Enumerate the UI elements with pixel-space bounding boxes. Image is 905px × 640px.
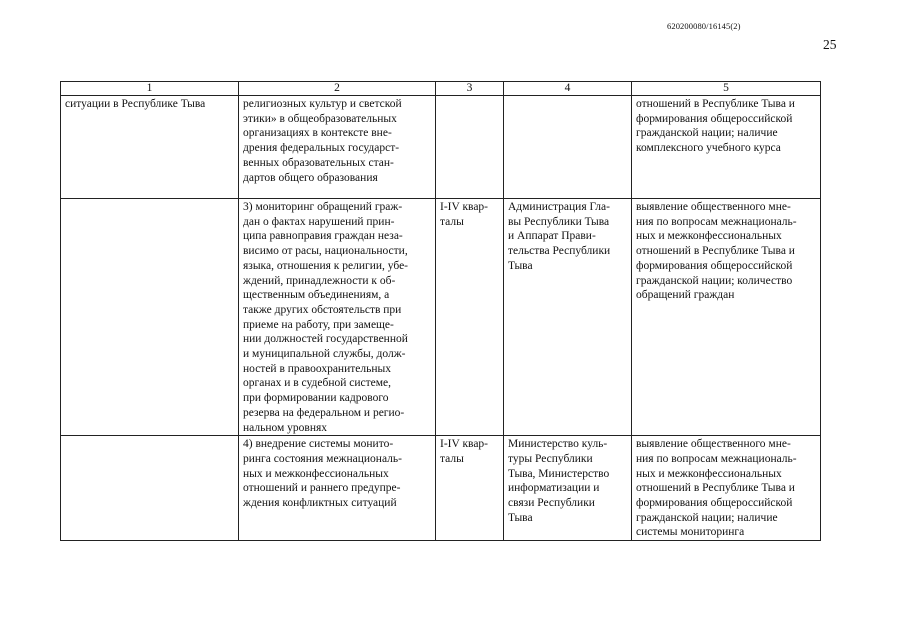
plan-table: [60, 81, 821, 541]
table-cell: [504, 96, 632, 199]
table-cell: отношений в Республике Тыва и формирования общероссийской гражданской нации; наличие комплексного учебного курса: [632, 96, 821, 199]
page-number: 25: [823, 37, 837, 52]
table-cell: выявление общественного мне- ния по вопросам межнациональ- ных и межконфессиональных отношений в Республике Тыва и формирования общероссийской гражданской нации; количество обращений граждан: [632, 199, 821, 436]
table-cell: религиозных культур и светской этики» в общеобразовательных организациях в контексте вне- дрения федеральных государст- венных образовательных стан- дартов общего образования: [239, 96, 436, 199]
table-cell: Министерство куль- туры Республики Тыва, Министерство информатизации и связи Республики Тыва: [504, 436, 632, 541]
table-cell: Администрация Гла- вы Республики Тыва и Аппарат Прави- тельства Республики Тыва: [504, 199, 632, 436]
table-row: [61, 199, 821, 436]
column-header-4: 4: [504, 82, 632, 96]
document-code: 620200080/16145(2): [667, 21, 741, 31]
table-header-row: [61, 82, 821, 96]
table-row: [61, 436, 821, 541]
table-cell: [61, 436, 239, 541]
table-cell: выявление общественного мне- ния по вопросам межнациональ- ных и межконфессиональных отношений в Республике Тыва и формирования общероссийской гражданской нации; наличие системы мониторинга: [632, 436, 821, 541]
table-cell: [61, 199, 239, 436]
table-cell: [436, 96, 504, 199]
column-header-1: 1: [61, 82, 239, 96]
column-header-5: 5: [632, 82, 821, 96]
column-header-3: 3: [436, 82, 504, 96]
table-row: [61, 96, 821, 199]
table-cell: 4) внедрение системы монито- ринга состояния межнациональ- ных и межконфессиональных отношений и раннего предупре- ждения конфликтных ситуаций: [239, 436, 436, 541]
table-cell: I-IV квар- талы: [436, 436, 504, 541]
table-cell: I-IV квар- талы: [436, 199, 504, 436]
column-header-2: 2: [239, 82, 436, 96]
table-cell: ситуации в Республике Тыва: [61, 96, 239, 199]
table-cell: 3) мониторинг обращений граж- дан о фактах нарушений прин- ципа равноправия граждан неза- висимо от расы, национальности, языка, отношения к религии, убе- ждений, принадлежности к об- щественным объединениям, а также других обстоятельств при приеме на работу, при замеще- нии должностей государственной и муниципальной службы, долж- ностей в правоохранительных органах и в судебной системе, при формировании кадрового резерва на федеральном и регио- нальном уровнях: [239, 199, 436, 436]
